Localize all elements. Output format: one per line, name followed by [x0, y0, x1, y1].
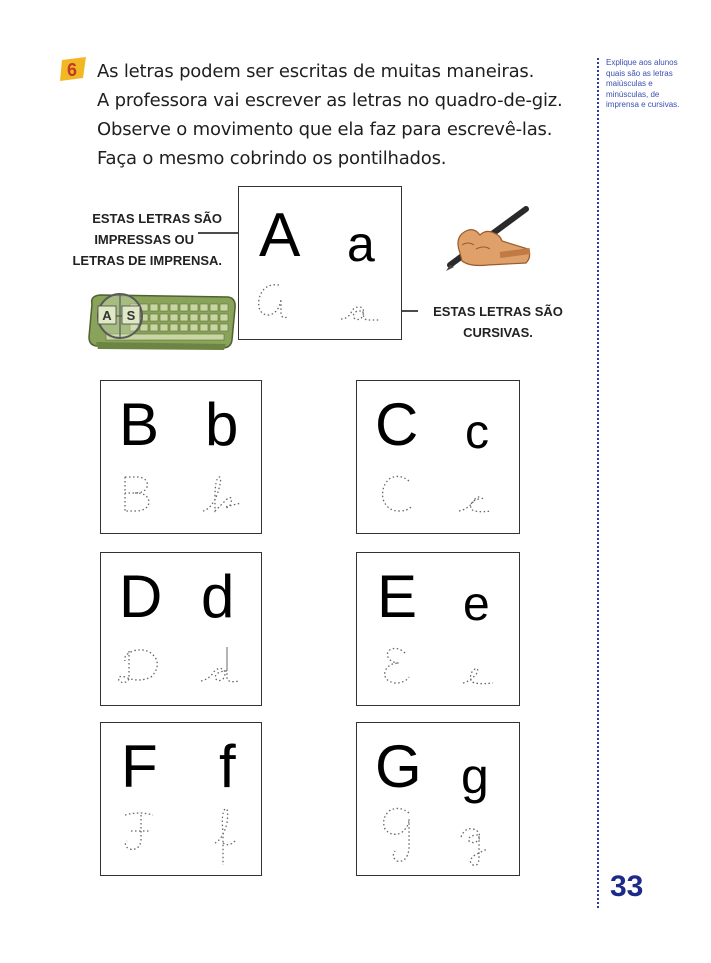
page-number: 33 [610, 870, 644, 903]
printed-uppercase-f: F [121, 733, 158, 800]
printed-lowercase-c: c [465, 406, 489, 459]
cursive-lowercase-a-trace[interactable] [339, 299, 381, 323]
printed-uppercase-g: G [375, 733, 422, 800]
cursive-uppercase-g-trace[interactable] [379, 805, 419, 867]
printed-uppercase-a: A [259, 201, 301, 270]
printed-label-line-2: IMPRESSAS OU [94, 232, 194, 247]
cursive-letters-label [418, 301, 578, 343]
exercise-number-badge [58, 56, 88, 82]
instruction-line-2: A professora vai escrever as letras no quadro-de-giz. [97, 90, 563, 111]
letter-card-f [100, 722, 262, 876]
teacher-note: Explique aos alunos quais são as letras maiúsculas e minúsculas, de imprensa e cursivas. [606, 58, 680, 109]
letter-card-e [356, 552, 520, 706]
printed-lowercase-f: f [219, 733, 236, 800]
printed-lowercase-a: a [347, 216, 375, 272]
letter-card-d [100, 552, 262, 706]
printed-uppercase-d: D [119, 563, 163, 630]
keyboard-key-a: A [102, 308, 112, 323]
printed-lowercase-e: e [463, 578, 490, 631]
cursive-lowercase-d-trace[interactable] [199, 645, 243, 687]
printed-uppercase-e: E [377, 563, 418, 630]
cursive-label-line-1: ESTAS LETRAS SÃO [433, 304, 563, 319]
margin-dotted-line [597, 58, 599, 908]
printed-uppercase-b: B [119, 391, 160, 458]
printed-lowercase-g: g [461, 748, 489, 804]
cursive-uppercase-f-trace[interactable] [119, 809, 159, 855]
cursive-label-line-2: CURSIVAS. [463, 325, 533, 340]
printed-lowercase-d: d [201, 563, 235, 630]
cursive-lowercase-f-trace[interactable] [211, 803, 241, 869]
printed-lowercase-b: b [205, 391, 239, 458]
cursive-lowercase-b-trace[interactable] [201, 473, 245, 515]
cursive-lowercase-g-trace[interactable] [457, 823, 491, 869]
printed-letters-label [40, 208, 222, 271]
cursive-lowercase-c-trace[interactable] [457, 491, 493, 515]
letter-card-b [100, 380, 262, 534]
keyboard-illustration [86, 288, 238, 354]
exercise-number: 6 [66, 60, 78, 80]
letter-card-g [356, 722, 520, 876]
printed-label-line-1: ESTAS LETRAS SÃO [92, 211, 222, 226]
instruction-line-4: Faça o mesmo cobrindo os pontilhados. [97, 148, 447, 169]
printed-label-line-3: LETRAS DE IMPRENSA. [72, 253, 222, 268]
letter-card-a [238, 186, 402, 340]
printed-uppercase-c: C [375, 391, 419, 458]
cursive-uppercase-c-trace[interactable] [379, 473, 413, 515]
keyboard-key-s: S [126, 308, 136, 323]
cursive-uppercase-d-trace[interactable] [115, 645, 163, 687]
cursive-uppercase-b-trace[interactable] [121, 473, 153, 515]
cursive-uppercase-e-trace[interactable] [381, 645, 411, 687]
instruction-line-3: Observe o movimento que ela faz para escrevê-las. [97, 119, 553, 140]
cursive-lowercase-e-trace[interactable] [461, 665, 495, 687]
hand-writing-icon [440, 205, 532, 273]
cursive-uppercase-a-trace[interactable] [253, 279, 293, 323]
instruction-line-1: As letras podem ser escritas de muitas maneiras. [97, 61, 535, 82]
letter-card-c [356, 380, 520, 534]
